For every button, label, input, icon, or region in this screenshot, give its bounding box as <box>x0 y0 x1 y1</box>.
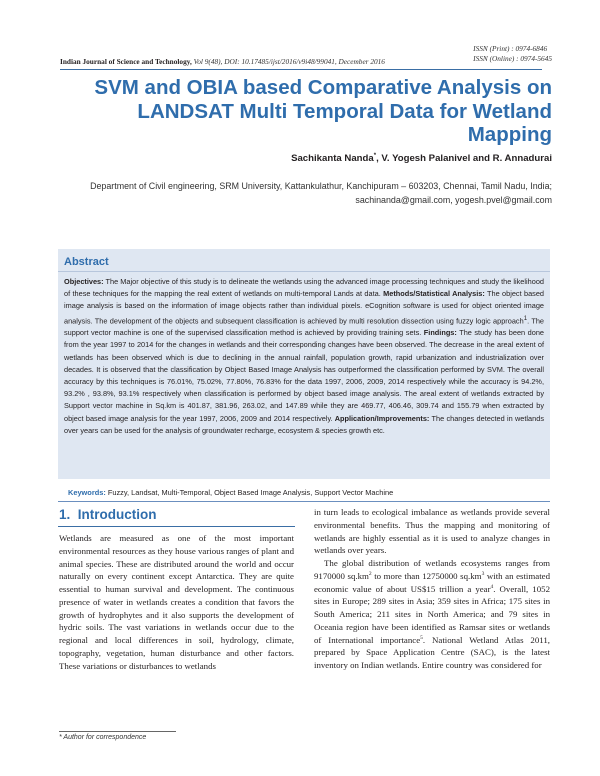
keywords <box>68 488 548 497</box>
keywords-label: Keywords: <box>68 488 106 497</box>
issn-print: ISSN (Print) : 0974-6846 <box>473 44 548 53</box>
p3-text-b: to more than 12750000 sq.km <box>371 570 482 581</box>
application-text: The changes detected in wetlands over years can be used for the analysis of groundwater recharge, ecosystem & species growth etc. <box>64 413 544 435</box>
intro-paragraph-2: in turn leads to ecological imbalance as wetlands provide several environmental benefits. Thus the mapping and monitoring of wetlands are highly essential as it is used to analyze changes in wetlands over years. <box>314 507 550 556</box>
issn-block <box>473 44 552 64</box>
other-authors: , V. Yogesh Palanivel and R. Annadurai <box>376 153 552 165</box>
left-column <box>59 532 294 672</box>
methods-text: The object based image analysis is based on the information of image objects rather than individual pixels. eCognition software is used for object oriented image analysis. The development of the objects and subsequent classification is achieved by multi resolution dissection using fuzzy logic approach <box>64 289 544 326</box>
intro-paragraph-1: Wetlands are measured as one of the most important environmental resources as they house various ranges of plant and animal species. These are distributed around the world and occur naturally on every continent except Antarctica. They are quite essential to human survival and development. The continuous presence of water in wetlands creates a condition that favors the growth of hydrophytes and it also supports the development of hydric soils. The vast variations in wetlands occur due to the regional and local differences in soil, hydrology, climate, topography, vegetation, human disturbance and other factors. These variations or disturbances to wetlands <box>59 533 294 671</box>
abstract-body <box>64 276 544 437</box>
issn-online: ISSN (Online) : 0974-5645 <box>473 53 552 63</box>
objectives-label: Objectives: <box>64 277 104 286</box>
intro-paragraph-3 <box>314 557 550 672</box>
footnote: * Author for correspondence <box>59 734 147 741</box>
p3-text-a: The global distribution of wetlands ecosystems ranges from 9170000 sq.km <box>314 558 550 581</box>
methods-text-2: . The support vector machine is one of the supervised classification method is achieved by providing training sets. <box>64 316 544 338</box>
p3-sup-2: 3 <box>481 570 485 577</box>
abstract-divider <box>58 271 550 272</box>
journal-name: Indian Journal of Science and Technology, <box>60 57 192 66</box>
p3-ref-2: 5 <box>420 634 423 641</box>
application-label: Application/Improvements: <box>332 413 430 423</box>
p3-text-c: with an estimated economic value of about US$15 trillion a year <box>314 570 550 594</box>
methods-label: Methods/Statistical Analysis: <box>380 289 485 299</box>
footnote-divider <box>59 731 176 732</box>
first-author: Sachikanta Nanda <box>291 153 374 165</box>
p3-ref-1: 4 <box>490 583 494 590</box>
journal-details: Vol 9(48), DOI: 10.17485/ijst/2016/v9i48/99041, December 2016 <box>193 57 385 66</box>
keywords-text: Fuzzy, Landsat, Multi-Temporal, Object Based Image Analysis, Support Vector Machine <box>105 488 394 497</box>
section-title: Introduction <box>77 507 157 522</box>
journal-citation <box>60 57 385 66</box>
p3-text-d: . Overall, 1052 sites in Europe; 289 sites in Asia; 359 sites in Africa; 175 sites in South America; 211 sites in North America; and 79 sites in Oceania region have been identified as Ramsar sites or wetlands of International importance <box>314 583 550 645</box>
section-heading <box>59 507 157 522</box>
p3-text-e: . National Wetland Atlas 2011, prepared by Space Application Centre (SAC), is the latest inventory on Indian wetlands. Entire country was considered for <box>314 634 550 670</box>
methods-ref: 1 <box>523 314 528 322</box>
p3-sup-1: 2 <box>368 570 372 577</box>
section-number: 1. <box>59 507 71 522</box>
objectives-text: The Major objective of this study is to delineate the wetlands using the advanced image processing techniques and study the likelihood of these techniques for the mapping the real extent of wetlands on multi-temporal Lands at data. <box>64 277 544 299</box>
abstract-heading: Abstract <box>64 256 109 268</box>
paper-title: SVM and OBIA based Comparative Analysis on LANDSAT Multi Temporal Data for Wetland Mapping <box>94 76 552 147</box>
findings-label: Findings: <box>421 328 457 338</box>
header-divider <box>60 69 542 70</box>
keywords-divider <box>58 501 550 502</box>
right-column <box>314 506 550 672</box>
findings-text: The study has been done from the year 1997 to 2014 for the changes in wetlands and their corresponding changes have been observed. The decrease in the areal extent of wetlands has been observed which is due to declining in the annual rainfall, population growth, rapid urbanization and industrialization over decades. It is observed that the classification by Object Based Image Analysis has outperformed the classification performed by SVM. The overall accuracy by this techniques is 76.01%, 75.02%, 77.80%, 76.83% for the data 1997, 2006, 2009, 2014 respectively while the accuracy is 94.2%, 93.2% , 93.8%, 93.1% respectively when classification is performed by object based image analysis. The areal extent of wetlands extracted by Support vector machine in Sq.km is 401.87, 381.96, 263.02, and 147.89 while they are 469.77, 406.46, 309.74 and 155.79 when extracted by object based image analysis for the year 1997, 2006, 2009 and 2014 respectively. <box>64 328 544 423</box>
corresponding-mark: * <box>373 153 377 159</box>
section-divider <box>58 526 295 527</box>
affiliation: Department of Civil engineering, SRM University, Kattankulathur, Kanchipuram – 603203, Chennai, Tamil Nadu, India; sachinanda@gmail.com, yogesh.pvel@gmail.com <box>90 181 552 205</box>
author-list <box>291 153 552 164</box>
